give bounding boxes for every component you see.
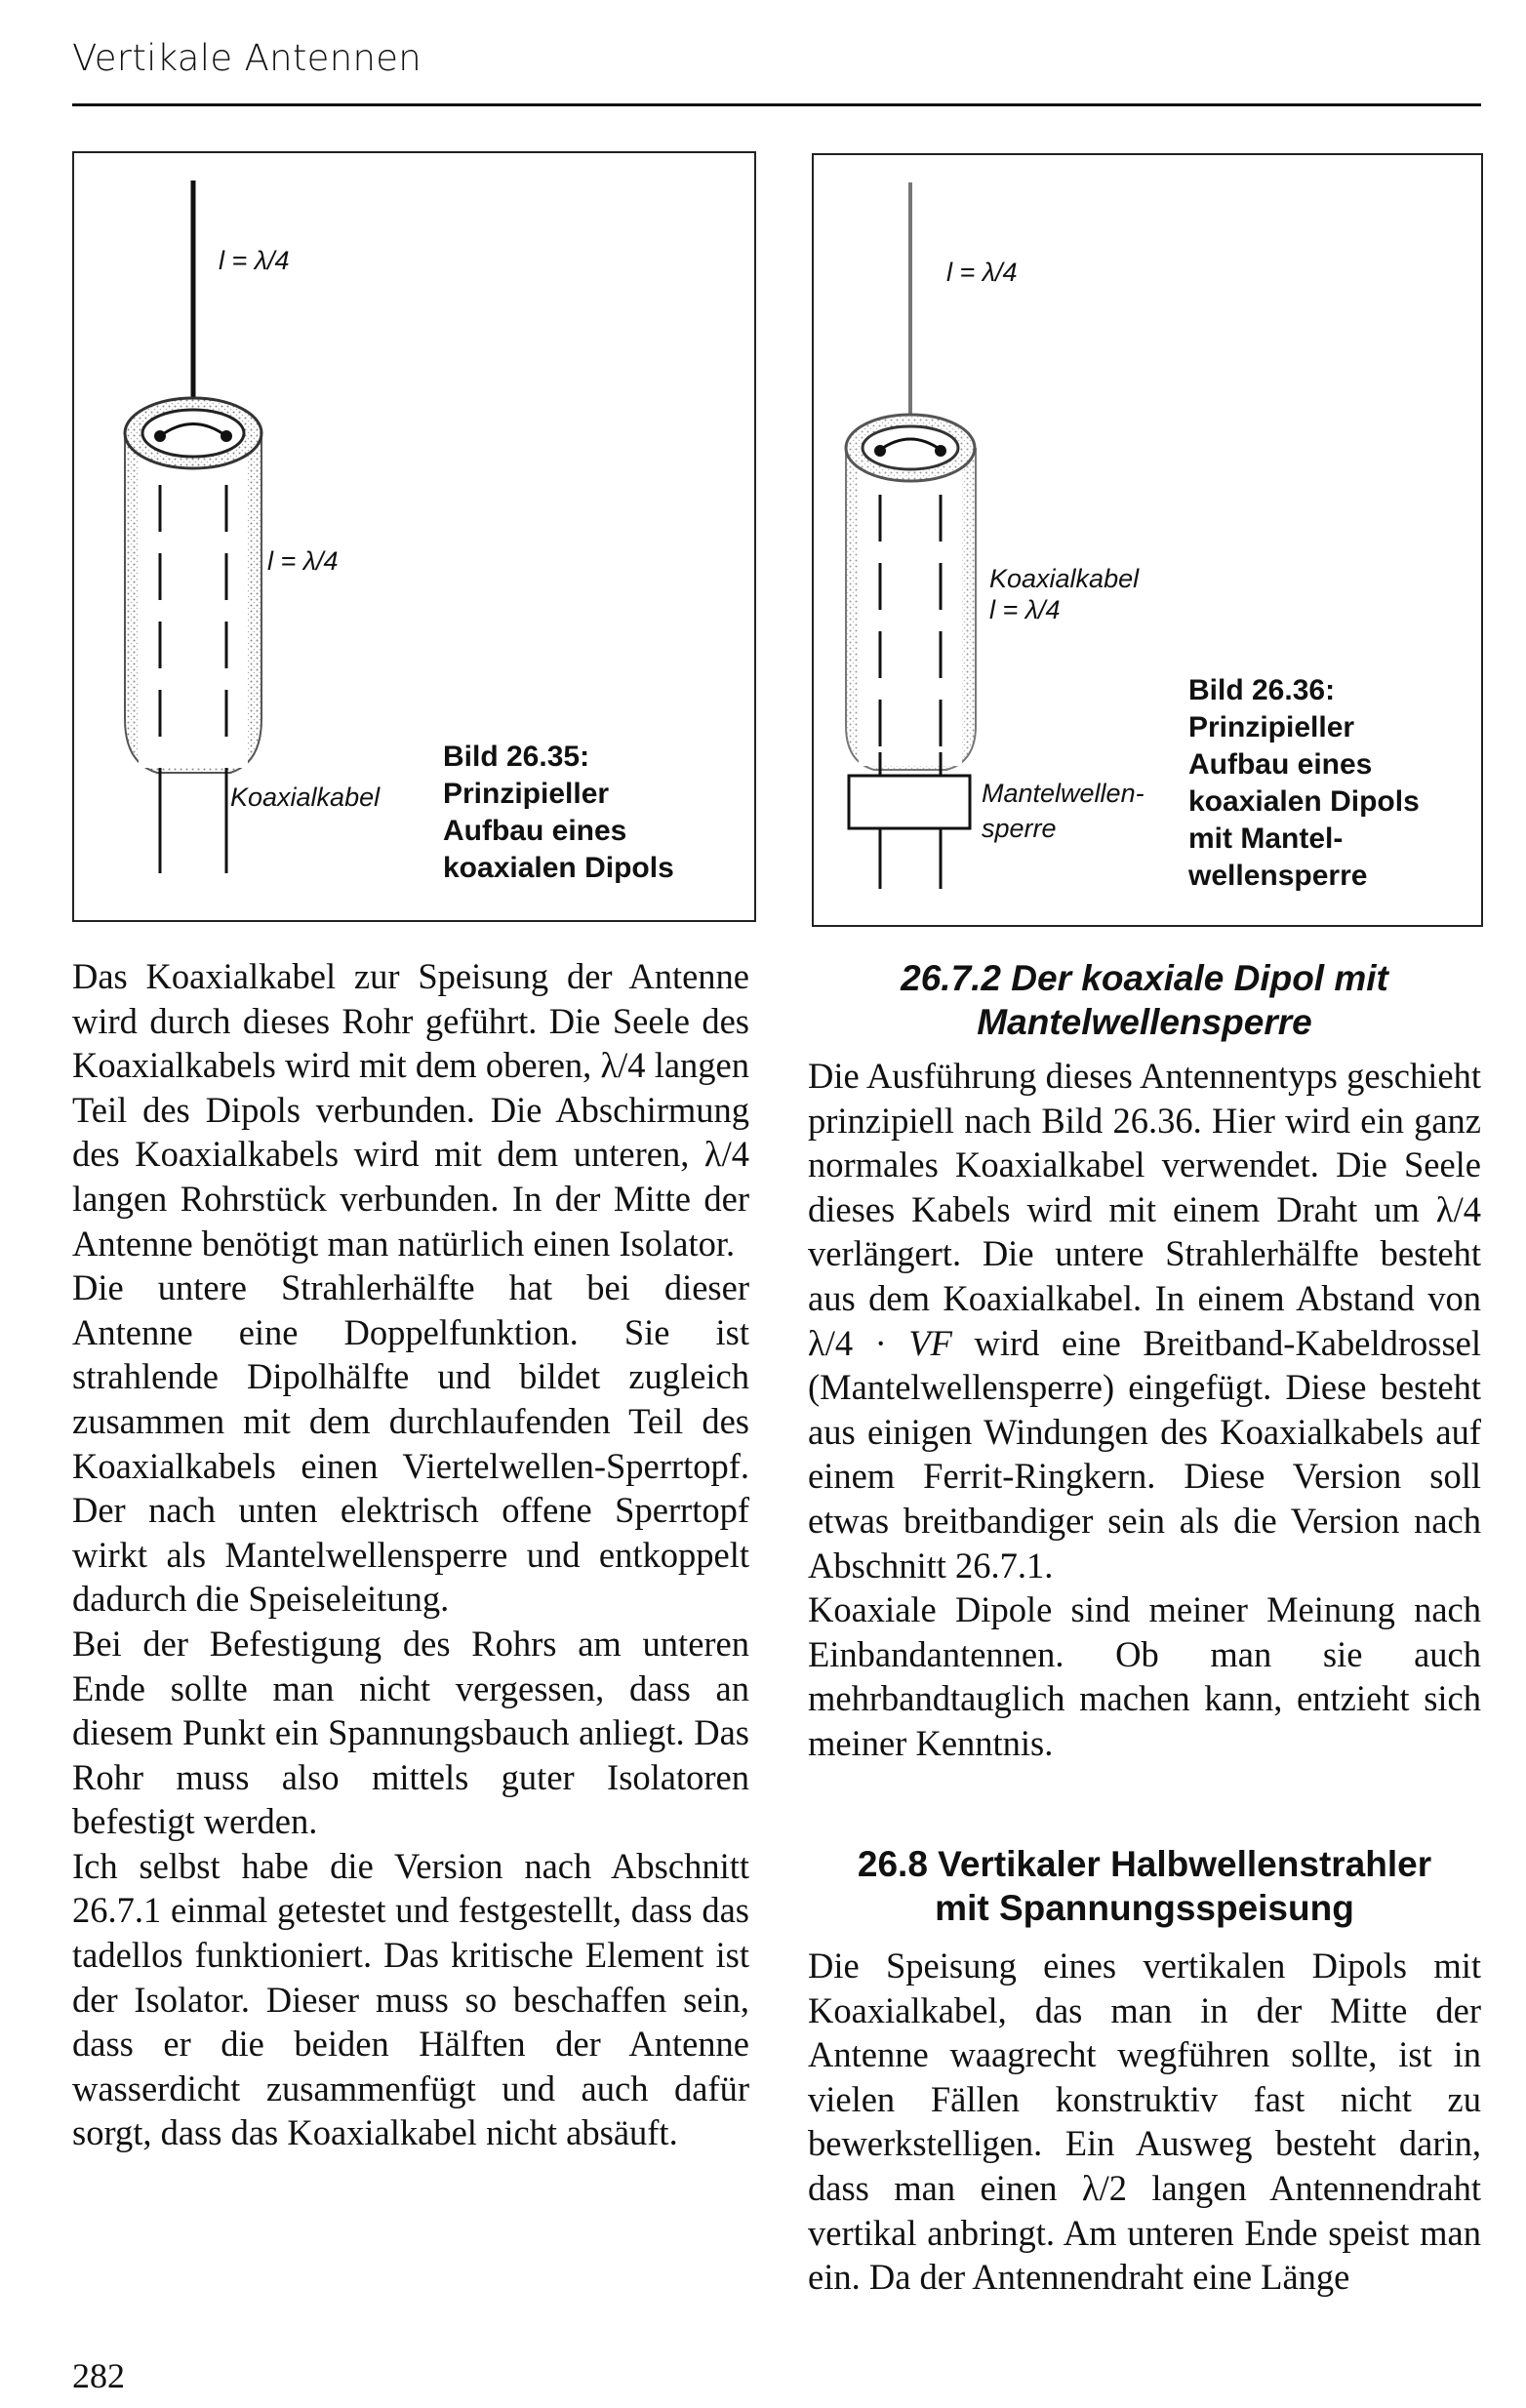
label-koaxialkabel: Koaxialkabel [230,783,381,812]
right-column-section-1 [808,1054,1481,1766]
paragraph: Ich selbst habe die Version nach Abschnitt 26.7.1 einmal getestet und festgestellt, dass das tadellos funktioniert. Das kritische Element ist der Isolator. Dieser muss so beschaffen sein, dass er die beiden Hälften der Antenne wasserdicht zusammenfügt und auch dafür sorgt, dass das Koaxialkabel nicht absäuft. [72,1845,749,2153]
figure-caption: Bild 26.35: Prinzipieller Aufbau eines koaxialen Dipols [443,741,674,884]
paragraph: Bei der Befestigung des Rohrs am unteren Ende sollte man nicht vergessen, dass an diesem Punkt ein Spannungsbauch anliegt. Das Rohr muss also mittels guter Isolatoren befestigt werden. [72,1623,749,1842]
figure-26-36 [812,153,1483,927]
label-length-top: l = λ/4 [219,246,290,275]
section-heading-26-7-2: 26.7.2 Der koaxiale Dipol mit Mantelwellensperre [901,958,1388,1042]
paragraph: Die Ausführung dieses Antennentyps geschieht prinzipiell nach Bild 26.36. Hier wird ein ganz normales Koaxialkabel verwendet. Die Seele dieses Kabels wird mit einem Draht um λ/4 verlängert. Die untere Strahlerhälfte besteht aus dem Koaxialkabel. In einem Abstand von λ/4 · VF wird eine Breitband-Kabeldrossel (Mantelwellensperre) eingefügt. Diese besteht aus einigen Windungen des Koaxialkabels auf einem Ferrit-Ringkern. Diese Version soll etwas breitbandiger sein als die Version nach Abschnitt 26.7.1. [808,1056,1481,1585]
label-length-top: l = λ/4 [946,258,1018,287]
paragraph: Koaxiale Dipole sind meiner Meinung nach Einbandantennen. Ob man sie auch mehrbandtauglich machen kann, entzieht sich meiner Kenntnis. [808,1589,1481,1763]
right-column-section-2 [808,1944,1481,2300]
label-koaxialkabel: Koaxialkabel [989,564,1140,593]
paragraph: Die Speisung eines vertikalen Dipols mit Koaxialkabel, das man in der Mitte der Antenne waagrecht wegführen sollte, ist in vielen Fällen konstruktiv fast nicht zu bewerkstelligen. Ein Ausweg besteht darin, dass man einen λ/2 langen Antennendraht vertikal anbringt. Am unteren Ende speist man ein. Da der Antennendraht eine Länge [808,1946,1481,2298]
paragraph: Die untere Strahlerhälfte hat bei dieser Antenne eine Doppelfunktion. Sie ist strahlende Dipolhälfte und bildet zugleich zusammen mit dem durchlaufenden Teil des Koaxialkabels einen Viertelwellen-Sperrtopf. Der nach unten elektrisch offene Sperrtopf wirkt als Mantelwellensperre und entkoppelt dadurch die Speiseleitung. [72,1267,749,1620]
running-header: Vertikale Antennen [72,37,422,79]
label-length-tube: l = λ/4 [267,546,339,576]
figure-caption: Bild 26.36: Prinzipieller Aufbau eines koaxialen Dipols mit Mantel- wellensperre [1188,674,1420,892]
label-length-cable: l = λ/4 [989,595,1061,624]
left-column [72,954,749,2155]
section-heading-26-8: 26.8 Vertikaler Halbwellenstrahler mit Spannungsspeisung [857,1844,1432,1928]
label-mantelwellensperre: Mantelwellen- sperre [982,779,1144,843]
page-number: 282 [72,2356,125,2395]
header-rule [72,103,1481,106]
paragraph: Das Koaxialkabel zur Speisung der Antenne wird durch dieses Rohr geführt. Die Seele des Koaxialkabels wird mit dem oberen, λ/4 langen Teil des Dipols verbunden. Die Abschirmung des Koaxialkabels wird mit dem unteren, λ/4 langen Rohrstück verbunden. In der Mitte der Antenne benötigt man natürlich einen Isolator. [72,956,749,1264]
figure-26-35 [72,151,756,922]
